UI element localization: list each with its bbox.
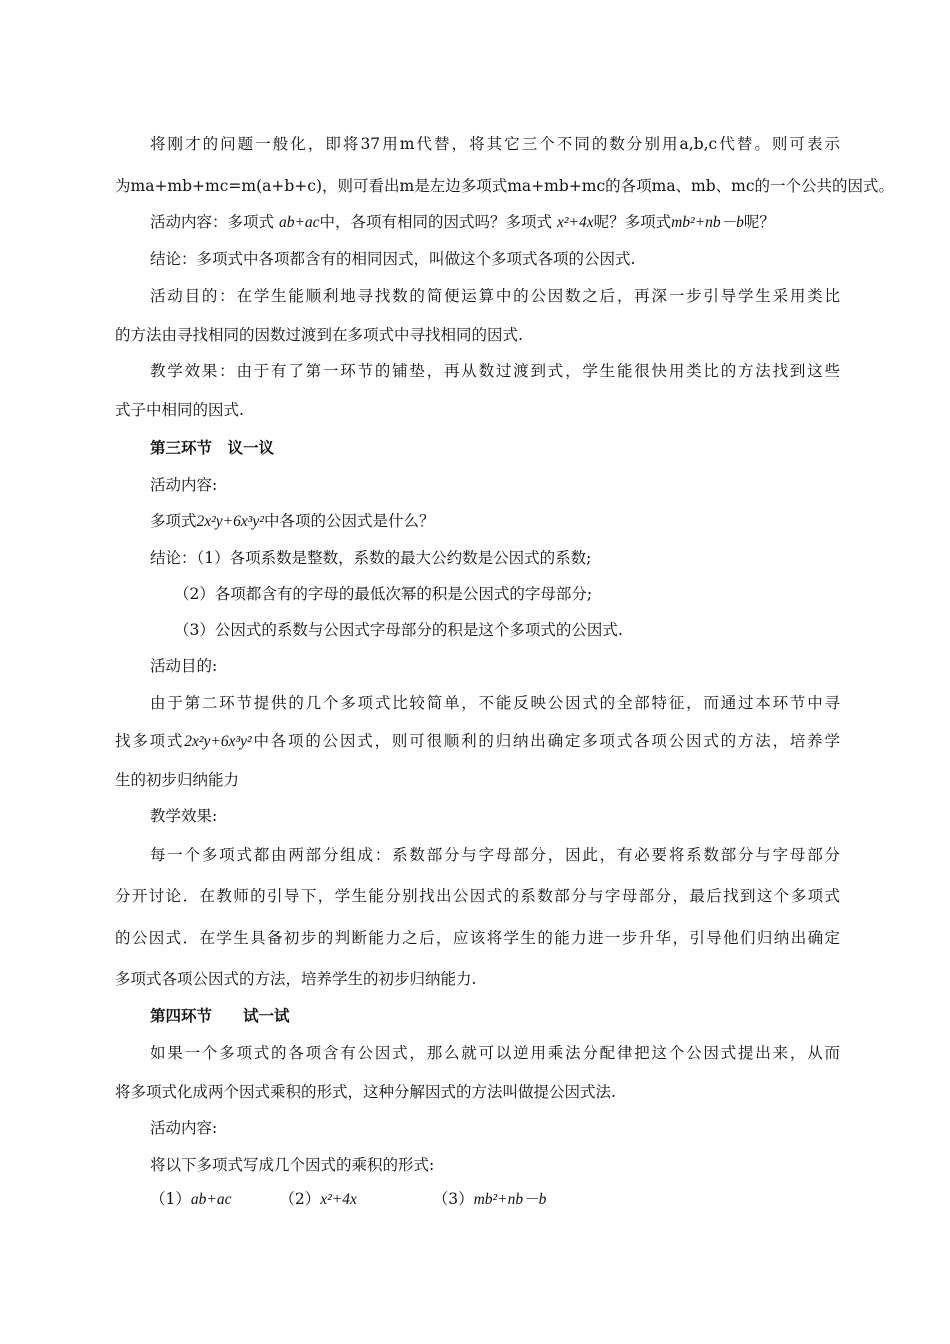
paragraph-generalization-line2: 为ma+mb+mc=m(a+b+c)，则可看出m是左边多项式ma+mb+mc的各项ma、mb、mc的一个公共的因式。: [115, 177, 895, 195]
math-expression: mb²+nb－b: [671, 214, 744, 231]
exercise-1-label: （1）: [150, 1190, 191, 1208]
activity-goal-body-line2: [115, 731, 840, 752]
activity-goal-line1: 活动目的：在学生能顺利地寻找数的简便运算中的公因数之后，再深一步引导学生采用类比: [150, 287, 840, 305]
activity-goal-body-line3: 生的初步归纳能力: [115, 771, 240, 789]
activity-content-label-2: 活动内容:: [150, 1119, 218, 1137]
exercise-2-math: x²+4x: [320, 1191, 357, 1208]
exercise-2-label: （2）: [279, 1190, 321, 1208]
teaching-effect-body-line4: 多项式各项公因式的方法，培养学生的初步归纳能力.: [115, 970, 477, 988]
teaching-effect-body-line1: 每一个多项式都由两部分组成：系数部分与字母部分，因此，有必要将系数部分与字母部分: [150, 846, 840, 864]
paragraph-generalization-line1: 将刚才的问题一般化，即将37用m代替，将其它三个不同的数分别用a,b,c代替。则可表示: [150, 135, 840, 153]
text-segment: 呢？多项式: [593, 213, 672, 231]
section-heading-3: 第三环节 议一议: [150, 438, 275, 457]
definition-line1: 如果一个多项式的各项含有公因式，那么就可以逆用乘法分配律把这个公因式提出来，从而: [150, 1044, 840, 1062]
conclusion-item-3: （3）公因式的系数与公因式字母部分的积是这个多项式的公因式.: [174, 621, 623, 639]
exercise-1-math: ab+ac: [190, 1191, 232, 1208]
text-segment: 多项式: [150, 512, 197, 530]
exercise-instruction: 将以下多项式写成几个因式的乘积的形式:: [150, 1156, 435, 1174]
conclusion-item-2: （2）各项都含有的字母的最低次幂的积是公因式的字母部分;: [174, 585, 593, 603]
exercise-3-label: （3）: [432, 1190, 474, 1208]
text-segment: 活动内容：多项式: [150, 213, 279, 231]
definition-line2: 将多项式化成两个因式乘积的形式，这种分解因式的方法叫做提公因式法.: [115, 1083, 616, 1101]
math-expression: ab+ac: [278, 214, 320, 231]
text-segment: 中各项的公因式是什么？: [263, 512, 435, 530]
activity-goal-body-line1: 由于第二环节提供的几个多项式比较简单，不能反映公因式的全部特征，而通过本环节中寻: [150, 694, 840, 712]
math-expression: 2x²y+6x³y²: [184, 733, 252, 750]
text-segment: 呢？: [743, 213, 775, 231]
math-expression: x²+4x: [556, 214, 594, 231]
exercise-3-math: mb²+nb－b: [473, 1191, 547, 1208]
conclusion-line: 结论：多项式中各项都含有的相同因式，叫做这个多项式各项的公因式.: [150, 250, 636, 268]
text-segment: 中各项的公因式，则可很顺利的归纳出确定多项式各项公因式的方法，培养学: [251, 732, 840, 750]
teaching-effect-body-line2: 分开讨论．在教师的引导下，学生能分别找出公因式的系数部分与字母部分，最后找到这个多项式: [115, 887, 840, 905]
text-segment: 中，各项有相同的因式吗？多项式: [319, 213, 557, 231]
section-heading-4: 第四环节 试一试: [150, 1006, 290, 1025]
math-expression: 2x²y+6x³y²: [196, 513, 264, 530]
question-line: [150, 511, 840, 532]
text-segment: 找多项式: [115, 732, 185, 750]
activity-goal-label: 活动目的:: [150, 657, 218, 675]
teaching-effect-body-line3: 的公因式．在学生具备初步的判断能力之后，应该将学生的能力进一步升华，引导他们归纳出确定: [115, 929, 840, 947]
teaching-effect-label: 教学效果:: [150, 807, 218, 825]
teaching-effect-line1: 教学效果：由于有了第一环节的铺垫，再从数过渡到式，学生能很快用类比的方法找到这些: [150, 362, 840, 380]
activity-content-label: 活动内容:: [150, 476, 218, 494]
exercise-list: [150, 1189, 840, 1210]
teaching-effect-line2: 式子中相同的因式.: [115, 401, 244, 419]
activity-content-line: [150, 212, 840, 233]
conclusion-item-1: 结论：（1）各项系数是整数，系数的最大公约数是公因式的系数;: [150, 549, 592, 567]
activity-goal-line2: 的方法由寻找相同的因数过渡到在多项式中寻找相同的因式.: [115, 326, 523, 344]
